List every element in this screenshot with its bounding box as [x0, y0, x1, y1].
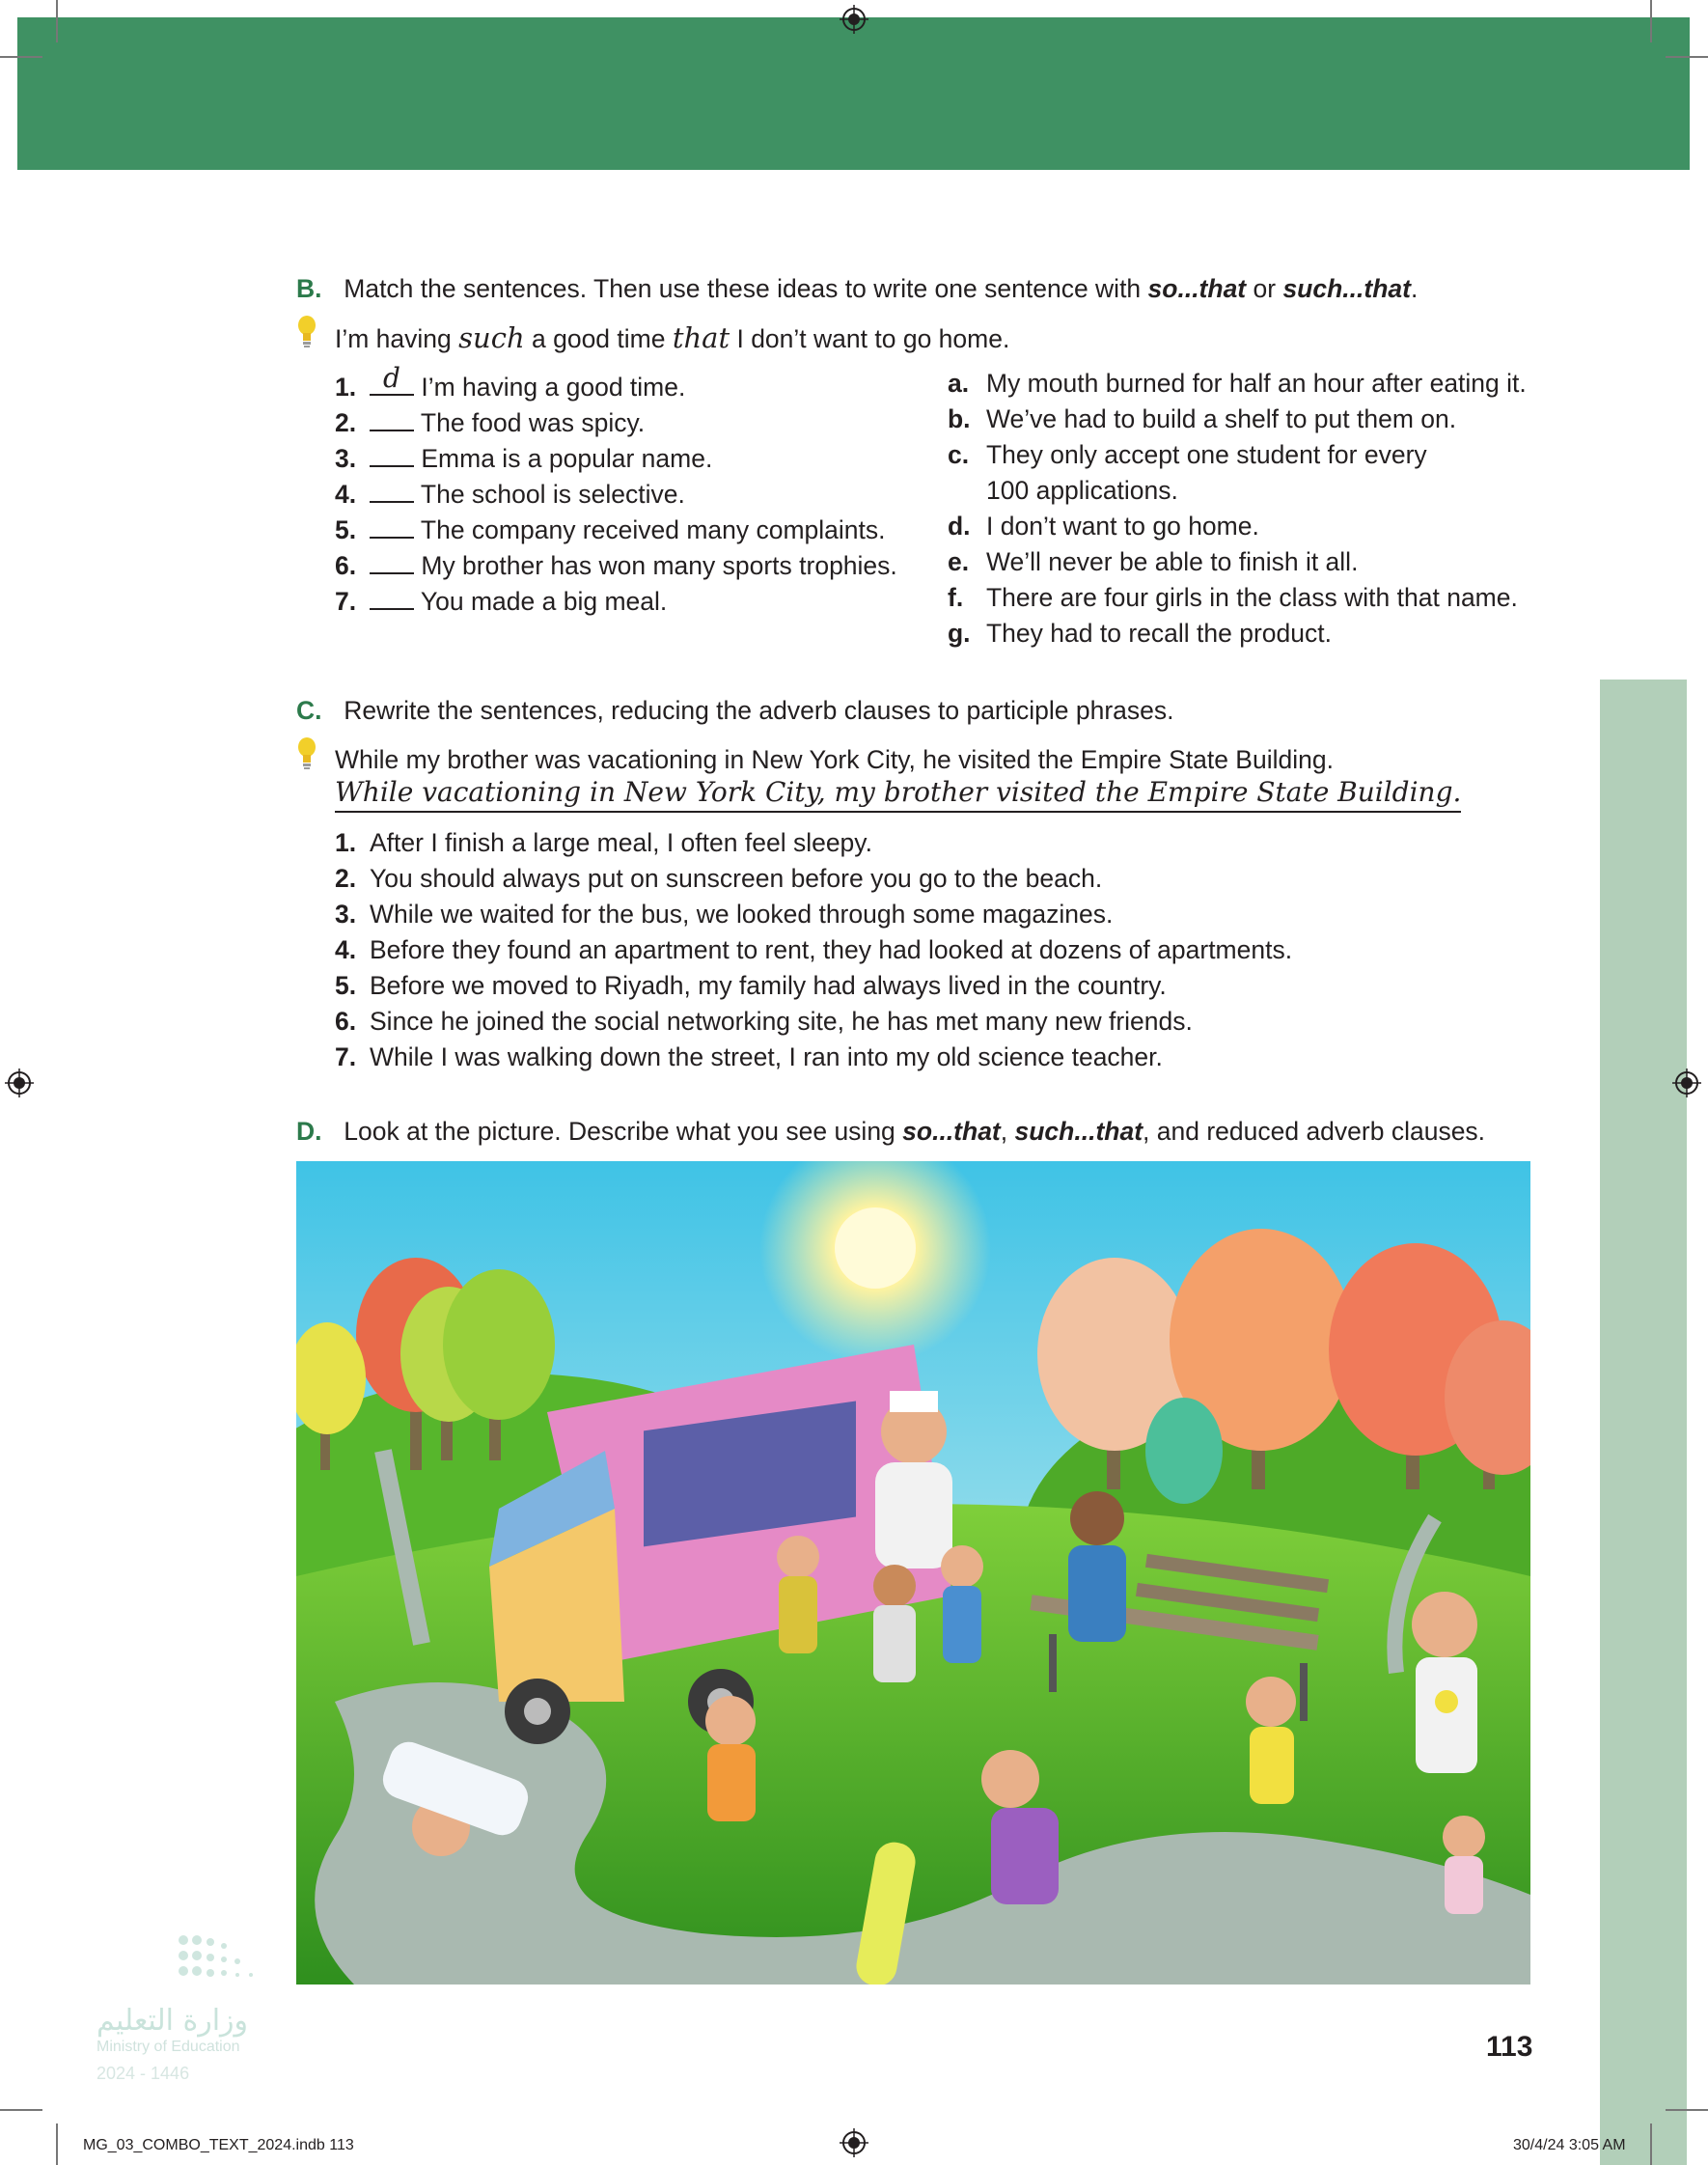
list-item: d. I don’t want to go home. — [948, 512, 1259, 541]
man-on-bench-figure — [1068, 1491, 1126, 1642]
lightbulb-icon — [295, 736, 318, 771]
crop-mark — [1650, 2123, 1652, 2165]
list-item: 7. You made a big meal. — [335, 587, 668, 616]
list-item: 5. Before we moved to Riyadh, my family had always lived in the country. — [335, 971, 1167, 1000]
answer-blank[interactable] — [370, 551, 414, 574]
footer-date-slug: 30/4/24 3:05 AM — [1513, 2137, 1626, 2153]
child-figure — [1246, 1677, 1296, 1804]
list-item: 6. Since he joined the social networking site, he has met many new friends. — [335, 1007, 1193, 1036]
registration-mark-icon — [840, 5, 868, 34]
lightbulb-icon — [295, 315, 318, 349]
list-item: 7. While I was walking down the street, I ran into my old science teacher. — [335, 1042, 1163, 1071]
list-item: 5. The company received many complaints. — [335, 515, 886, 544]
list-item: 100 applications. — [986, 476, 1178, 505]
registration-mark-icon — [840, 2128, 868, 2157]
answer-blank[interactable] — [370, 515, 414, 539]
list-item: 2. You should always put on sunscreen before you go to the beach. — [335, 864, 1103, 893]
answer-blank[interactable] — [370, 587, 414, 610]
page-number: 113 — [1486, 2031, 1533, 2063]
list-item: 2. The food was spicy. — [335, 408, 646, 437]
footer-file-slug: MG_03_COMBO_TEXT_2024.indb 113 — [83, 2137, 354, 2153]
crop-mark — [1650, 0, 1652, 42]
list-item: 3. Emma is a popular name. — [335, 444, 713, 473]
section-b-instruction: B. Match the sentences. Then use these ideas to write one sentence with so...that or such...that. — [296, 274, 1419, 303]
section-c-letter: C. — [296, 696, 322, 725]
list-item: 1. After I finish a large meal, I often feel sleepy. — [335, 828, 872, 857]
list-item: b. We’ve had to build a shelf to put them on. — [948, 404, 1457, 433]
section-c-instruction: C. Rewrite the sentences, reducing the adverb clauses to participle phrases. — [296, 696, 1174, 725]
child-figure — [941, 1545, 983, 1663]
list-item: a. My mouth burned for half an hour after eating it. — [948, 369, 1527, 398]
crop-mark — [1666, 2109, 1708, 2111]
list-item: 3. While we waited for the bus, we looked through some magazines. — [335, 900, 1114, 929]
section-b-right-list — [948, 366, 1527, 652]
registration-mark-icon — [5, 1069, 34, 1097]
sun-icon — [835, 1207, 916, 1289]
crop-mark — [0, 56, 42, 58]
tree — [1145, 1398, 1223, 1504]
section-b-letter: B. — [296, 274, 322, 303]
list-item: c. They only accept one student for every — [948, 440, 1427, 469]
section-d-letter: D. — [296, 1117, 322, 1146]
child-figure — [705, 1696, 756, 1821]
list-item: g. They had to recall the product. — [948, 619, 1332, 648]
crop-mark — [0, 2109, 42, 2111]
answer-blank[interactable]: d — [370, 373, 414, 396]
registration-mark-icon — [1672, 1069, 1701, 1097]
list-item: 4. The school is selective. — [335, 480, 685, 509]
child-figure — [777, 1536, 819, 1653]
section-b-left-list — [335, 362, 897, 620]
vendor-figure — [875, 1391, 952, 1568]
section-c-example-answer: While vacationing in New York City, my brother visited the Empire State Building. — [335, 774, 1461, 813]
answer-blank[interactable] — [370, 444, 414, 467]
list-item: f. There are four girls in the class with that name. — [948, 583, 1518, 612]
ministry-year: 2024 - 1446 — [96, 2064, 190, 2083]
child-figure — [1412, 1592, 1477, 1773]
list-item: 1. d I’m having a good time. — [335, 362, 686, 402]
section-c-example: While my brother was vacationing in New York City, he visited the Empire State Building. — [335, 745, 1334, 774]
section-d-instruction: D. Look at the picture. Describe what you see using so...that, such...that, and reduced adverb clauses. — [296, 1117, 1486, 1146]
crop-mark — [56, 2123, 58, 2165]
answer-blank[interactable] — [370, 480, 414, 503]
ministry-logo-icon — [174, 1930, 299, 1988]
ministry-name-english: Ministry of Education — [96, 2039, 240, 2055]
child-figure — [873, 1565, 916, 1682]
child-figure — [1443, 1816, 1485, 1914]
crop-mark — [1666, 56, 1708, 58]
park-ice-cream-illustration — [296, 1161, 1530, 1985]
section-c-list — [335, 825, 1292, 1075]
list-item: 4. Before they found an apartment to rent, they had looked at dozens of apartments. — [335, 935, 1293, 964]
answer-blank[interactable] — [370, 408, 414, 431]
section-b-example: I’m having such a good time that I don’t want to go home. — [335, 321, 1010, 354]
ministry-name-arabic: وزارة التعليم — [96, 2004, 249, 2038]
side-tab — [1600, 680, 1687, 2165]
list-item: 6. My brother has won many sports trophies. — [335, 551, 897, 580]
list-item: e. We’ll never be able to finish it all. — [948, 547, 1359, 576]
crop-mark — [56, 0, 58, 42]
header-band — [17, 17, 1690, 170]
